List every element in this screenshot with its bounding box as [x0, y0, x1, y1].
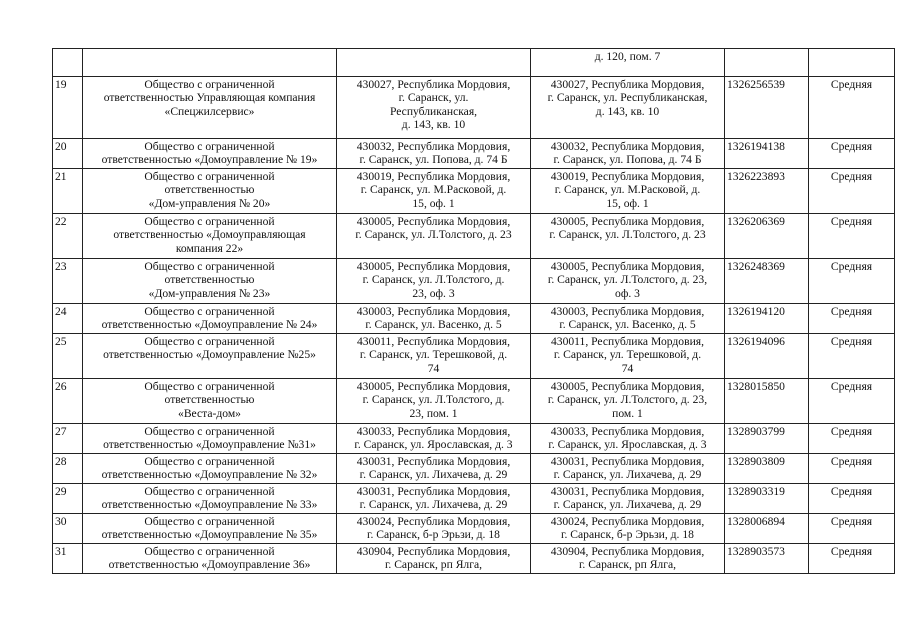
organization-name-cell	[83, 214, 337, 259]
cell-line: г. Саранск, ул.	[398, 91, 469, 105]
table-row	[53, 139, 895, 169]
cell-line: Общество с ограниченной	[144, 455, 275, 468]
cell-line: г. Саранск, б-р Эрьзи, д. 18	[561, 528, 694, 542]
cell-line: 430005, Республика Мордовия,	[550, 215, 705, 228]
cell-line: 430027, Республика Мордовия,	[550, 78, 705, 91]
table-row	[53, 514, 895, 544]
actual-address-cell	[531, 379, 725, 424]
cell-line: г. Саранск, ул. Терешковой, д.	[553, 348, 702, 362]
legal-address-cell	[337, 304, 531, 334]
cell-line: г. Саранск, ул. М.Расковой, д.	[554, 183, 701, 197]
cell-line: г. Саранск, ул. Республиканская,	[547, 91, 708, 105]
cell-line: г. Саранск, ул. Лихачева, д. 29	[359, 468, 508, 482]
cell-line: г. Саранск, ул. Ярославская, д. 3	[354, 438, 513, 452]
organization-name-cell	[83, 49, 337, 77]
inn-cell: 1326248369	[725, 259, 809, 304]
inn-cell: 1326206369	[725, 214, 809, 259]
table-row	[53, 77, 895, 139]
risk-category-cell	[809, 49, 895, 77]
table-row	[53, 169, 895, 214]
cell-line: Общество с ограниченной	[144, 78, 275, 91]
inn-cell: 1326256539	[725, 77, 809, 139]
cell-line: «Дом-управления № 23»	[148, 286, 271, 300]
row-number-cell	[53, 49, 83, 77]
cell-line: г. Саранск, ул. М.Расковой, д.	[360, 183, 507, 197]
legal-address-cell	[337, 139, 531, 169]
inn-cell: 1328903573	[725, 544, 809, 574]
organization-name-cell	[83, 379, 337, 424]
cell-line: 15, оф. 1	[412, 196, 455, 210]
cell-line: 430031, Республика Мордовия,	[550, 455, 705, 468]
cell-line: ответственностью	[164, 393, 255, 407]
risk-category-cell: Средняя	[809, 379, 895, 424]
cell-line: г. Саранск, ул. Попова, д. 74 Б	[359, 153, 508, 167]
cell-line: ответственностью	[164, 273, 255, 287]
cell-line: 430005, Республика Мордовия,	[356, 380, 511, 393]
cell-line: г. Саранск, ул. Л.Толстого, д. 23	[355, 228, 512, 242]
cell-line: ответственностью «Домоуправляющая	[113, 228, 306, 242]
organization-name-cell	[83, 424, 337, 454]
risk-category-cell: Средняя	[809, 514, 895, 544]
inn-cell	[725, 49, 809, 77]
cell-line: г. Саранск, ул. Ярославская, д. 3	[548, 438, 707, 452]
cell-line: 430003, Республика Мордовия,	[550, 305, 705, 318]
actual-address-cell	[531, 514, 725, 544]
legal-address-cell	[337, 424, 531, 454]
cell-line: г. Саранск, ул. Лихачева, д. 29	[359, 498, 508, 512]
cell-line: Общество с ограниченной	[144, 170, 275, 183]
cell-line: оф. 3	[615, 286, 640, 300]
risk-category-cell: Средняя	[809, 484, 895, 514]
cell-line: г. Саранск, ул. Л.Толстого, д.	[362, 393, 505, 407]
inn-cell: 1326223893	[725, 169, 809, 214]
table-row	[53, 379, 895, 424]
row-number-cell: 31	[53, 544, 83, 574]
inn-cell: 1326194138	[725, 139, 809, 169]
organization-name-cell	[83, 169, 337, 214]
cell-line: Общество с ограниченной	[144, 215, 275, 228]
cell-line: д. 143, кв. 10	[595, 104, 660, 118]
table-row	[53, 424, 895, 454]
actual-address-cell: д. 120, пом. 7	[531, 49, 725, 77]
cell-line: Общество с ограниченной	[144, 380, 275, 393]
cell-line: 430904, Республика Мордовия,	[550, 545, 705, 558]
actual-address-cell	[531, 484, 725, 514]
cell-line: Республиканская,	[389, 104, 478, 118]
cell-line: г. Саранск, ул. Л.Толстого, д. 23,	[547, 273, 708, 287]
cell-line: ответственностью Управляющая компания	[103, 91, 316, 105]
inn-cell: 1328006894	[725, 514, 809, 544]
cell-line: пом. 1	[612, 406, 643, 420]
cell-line: г. Саранск, б-р Эрьзи, д. 18	[367, 528, 500, 542]
actual-address-cell	[531, 77, 725, 139]
legal-address-cell	[337, 259, 531, 304]
table-row	[53, 484, 895, 514]
risk-category-cell: Средняя	[809, 454, 895, 484]
cell-line: 430024, Республика Мордовия,	[356, 515, 511, 528]
cell-line: Общество с ограниченной	[144, 485, 275, 498]
legal-address-cell	[337, 514, 531, 544]
cell-line: г. Саранск, ул. Л.Толстого, д.	[362, 273, 505, 287]
cell-line: 74	[621, 361, 634, 375]
risk-category-cell: Средняя	[809, 334, 895, 379]
cell-line: Общество с ограниченной	[144, 515, 275, 528]
organization-name-cell	[83, 334, 337, 379]
cell-line: «Дом-управления № 20»	[148, 196, 271, 210]
inn-cell: 1326194096	[725, 334, 809, 379]
row-number-cell: 25	[53, 334, 83, 379]
cell-line: г. Саранск, рп Ялга,	[578, 558, 677, 572]
cell-line: 430005, Республика Мордовия,	[550, 260, 705, 273]
actual-address-cell	[531, 454, 725, 484]
row-number-cell: 26	[53, 379, 83, 424]
cell-line: д. 143, кв. 10	[401, 117, 466, 131]
cell-line: ответственностью «Домоуправление № 35»	[101, 528, 318, 542]
table-row	[53, 259, 895, 304]
legal-address-cell	[337, 334, 531, 379]
cell-line: «Спецжилсервис»	[164, 104, 255, 118]
row-number-cell: 24	[53, 304, 83, 334]
cell-line: ответственностью «Домоуправление № 32»	[101, 468, 318, 482]
cell-line: г. Саранск, рп Ялга,	[384, 558, 483, 572]
cell-line: 430024, Республика Мордовия,	[550, 515, 705, 528]
cell-line: 23, оф. 3	[412, 286, 455, 300]
cell-line: Общество с ограниченной	[144, 335, 275, 348]
legal-address-cell	[337, 169, 531, 214]
cell-line: 430031, Республика Мордовия,	[356, 455, 511, 468]
organization-name-cell	[83, 304, 337, 334]
legal-address-cell	[337, 454, 531, 484]
cell-line: 430005, Республика Мордовия,	[356, 215, 511, 228]
inn-cell: 1328903799	[725, 424, 809, 454]
cell-line: 15, оф. 1	[606, 196, 649, 210]
cell-line: г. Саранск, ул. Л.Толстого, д. 23	[549, 228, 706, 242]
table-row	[53, 454, 895, 484]
risk-category-cell: Средняя	[809, 544, 895, 574]
inn-cell: 1328903319	[725, 484, 809, 514]
cell-line: 430033, Республика Мордовия,	[356, 425, 511, 438]
cell-line: 430904, Республика Мордовия,	[356, 545, 511, 558]
cell-line: 430032, Республика Мордовия,	[550, 140, 705, 153]
cell-line: Общество с ограниченной	[144, 140, 275, 153]
risk-category-cell: Средняя	[809, 304, 895, 334]
row-number-cell: 28	[53, 454, 83, 484]
cell-line: Общество с ограниченной	[144, 260, 275, 273]
actual-address-cell	[531, 334, 725, 379]
legal-address-cell	[337, 49, 531, 77]
legal-address-cell	[337, 379, 531, 424]
cell-line: г. Саранск, ул. Попова, д. 74 Б	[553, 153, 702, 167]
cell-line: 74	[427, 361, 440, 375]
cell-line: Общество с ограниченной	[144, 425, 275, 438]
organization-name-cell	[83, 259, 337, 304]
table-row	[53, 334, 895, 379]
organization-name-cell	[83, 139, 337, 169]
cell-line: 430005, Республика Мордовия,	[356, 260, 511, 273]
legal-address-cell	[337, 484, 531, 514]
cell-line: 430032, Республика Мордовия,	[356, 140, 511, 153]
row-number-cell: 21	[53, 169, 83, 214]
cell-line: 430003, Республика Мордовия,	[356, 305, 511, 318]
row-number-cell: 29	[53, 484, 83, 514]
cell-line: 430019, Республика Мордовия,	[356, 170, 511, 183]
cell-line: г. Саранск, ул. Л.Толстого, д. 23,	[547, 393, 708, 407]
actual-address-cell	[531, 169, 725, 214]
cell-line: 430031, Республика Мордовия,	[550, 485, 705, 498]
row-number-cell: 22	[53, 214, 83, 259]
cell-line: г. Саранск, ул. Лихачева, д. 29	[553, 498, 702, 512]
legal-address-cell	[337, 77, 531, 139]
cell-line: ответственностью «Домоуправление №25»	[103, 348, 316, 362]
risk-category-cell: Средняя	[809, 424, 895, 454]
actual-address-cell	[531, 214, 725, 259]
cell-line: ответственностью «Домоуправление № 19»	[101, 153, 318, 167]
cell-line: Общество с ограниченной	[144, 545, 275, 558]
risk-category-cell: Средняя	[809, 214, 895, 259]
risk-category-cell: Средняя	[809, 259, 895, 304]
organizations-table-body	[53, 49, 895, 574]
cell-line: ответственностью «Домоуправление №31»	[103, 438, 316, 452]
cell-line: ответственностью «Домоуправление № 33»	[101, 498, 318, 512]
organization-name-cell	[83, 544, 337, 574]
cell-line: 430005, Республика Мордовия,	[550, 380, 705, 393]
row-number-cell: 30	[53, 514, 83, 544]
row-number-cell: 27	[53, 424, 83, 454]
table-row	[53, 214, 895, 259]
cell-line: компания 22»	[175, 241, 244, 255]
actual-address-cell	[531, 259, 725, 304]
table-row	[53, 304, 895, 334]
cell-line: 430011, Республика Мордовия,	[356, 335, 511, 348]
cell-line: ответственностью «Домоуправление 36»	[108, 558, 311, 572]
cell-line: 430031, Республика Мордовия,	[356, 485, 511, 498]
organization-name-cell	[83, 514, 337, 544]
row-number-cell: 19	[53, 77, 83, 139]
cell-line: г. Саранск, ул. Лихачева, д. 29	[553, 468, 702, 482]
cell-line: г. Саранск, ул. Васенко, д. 5	[559, 318, 696, 332]
organization-name-cell	[83, 454, 337, 484]
cell-line: 430019, Республика Мордовия,	[550, 170, 705, 183]
table-row-continuation	[53, 49, 895, 77]
organizations-table	[52, 48, 895, 574]
cell-line: «Веста-дом»	[178, 406, 241, 420]
row-number-cell: 23	[53, 259, 83, 304]
actual-address-cell	[531, 544, 725, 574]
cell-line: 430033, Республика Мордовия,	[550, 425, 705, 438]
cell-line: 430027, Республика Мордовия,	[356, 78, 511, 91]
risk-category-cell: Средняя	[809, 139, 895, 169]
cell-line: г. Саранск, ул. Терешковой, д.	[359, 348, 508, 362]
risk-category-cell: Средняя	[809, 169, 895, 214]
legal-address-cell	[337, 544, 531, 574]
cell-line: Общество с ограниченной	[144, 305, 275, 318]
organization-name-cell	[83, 77, 337, 139]
cell-line: ответственностью	[164, 183, 255, 197]
row-number-cell: 20	[53, 139, 83, 169]
inn-cell: 1328015850	[725, 379, 809, 424]
inn-cell: 1326194120	[725, 304, 809, 334]
legal-address-cell	[337, 214, 531, 259]
organization-name-cell	[83, 484, 337, 514]
cell-line: 23, пом. 1	[409, 406, 458, 420]
cell-line: ответственностью «Домоуправление № 24»	[101, 318, 318, 332]
inn-cell: 1328903809	[725, 454, 809, 484]
risk-category-cell: Средняя	[809, 77, 895, 139]
table-row	[53, 544, 895, 574]
actual-address-cell	[531, 139, 725, 169]
actual-address-cell	[531, 424, 725, 454]
actual-address-cell	[531, 304, 725, 334]
cell-line: г. Саранск, ул. Васенко, д. 5	[365, 318, 502, 332]
cell-line: 430011, Республика Мордовия,	[550, 335, 705, 348]
